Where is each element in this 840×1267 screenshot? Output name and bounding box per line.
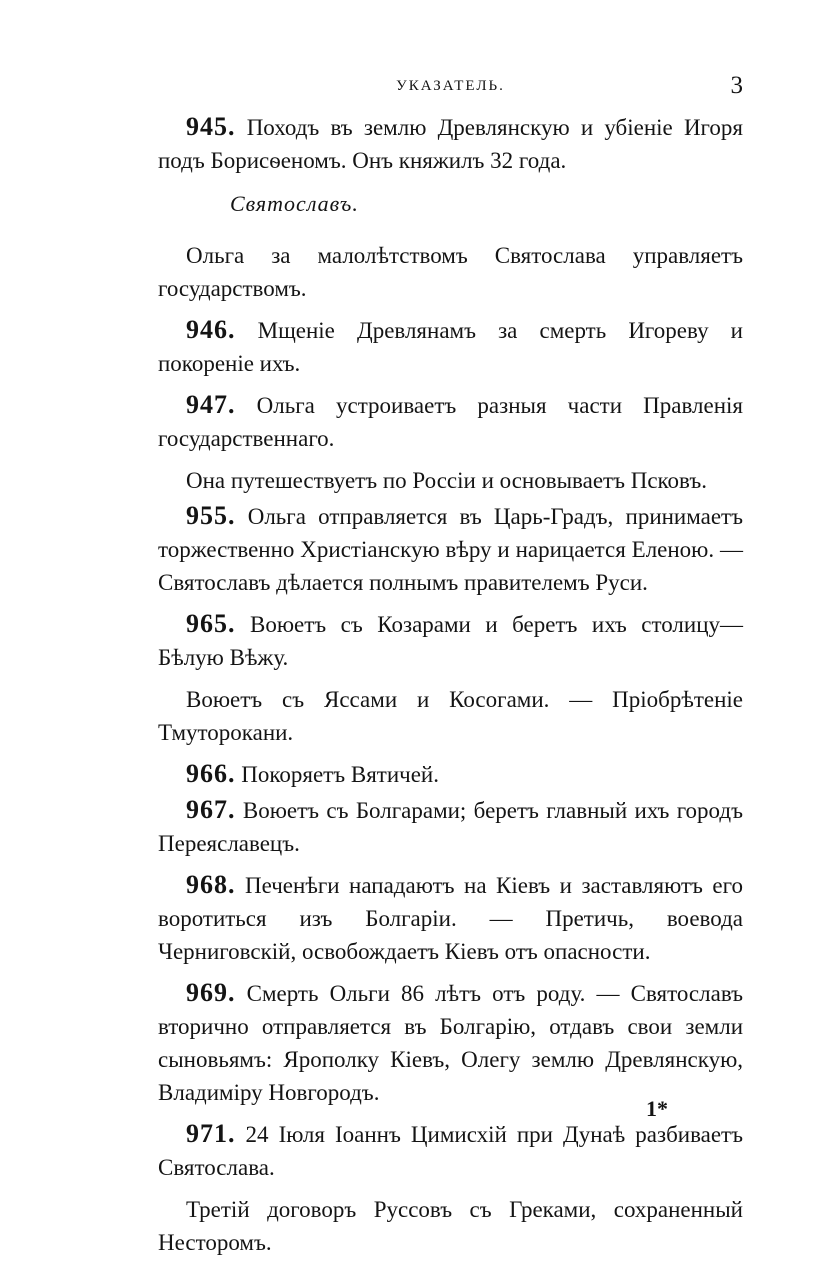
index-entry — [158, 793, 743, 860]
entry-text: Воюетъ съ Болгарами; беретъ главный ихъ городъ Переяславецъ. — [158, 798, 743, 856]
entry-text: Ольга отправляется въ Царь-Градъ, принимаетъ торжественно Христіанскую вѣру и нарицается Еленою. — Святославъ дѣлается полнымъ правителемъ Руси. — [158, 504, 743, 595]
index-body — [158, 110, 743, 1267]
section-heading: Святославъ. — [230, 191, 359, 216]
entry-text: Походъ въ землю Древлянскую и убіеніе Игоря подъ Борисѳеномъ. Онъ княжилъ 32 года. — [158, 115, 743, 173]
entry-text: Покоряетъ Вятичей. — [235, 762, 439, 787]
entry-year: 967. — [186, 795, 236, 824]
index-entry — [158, 463, 743, 497]
entry-year: 965. — [186, 609, 236, 638]
entry-text: Печенѣги нападаютъ на Кіевъ и заставляютъ его воротиться изъ Болгаріи. — Претичь, воевода Черниговскій, освобождаетъ Кіевъ отъ опасности. — [158, 873, 743, 964]
page-number: 3 — [730, 72, 743, 99]
entry-text: Ольга устроиваетъ разныя части Правленія государственнаго. — [158, 393, 743, 451]
index-entry — [158, 868, 743, 968]
index-entry — [158, 757, 743, 791]
signature-mark: 1* — [646, 1096, 668, 1121]
entry-year: 966. — [186, 759, 236, 788]
index-entry — [158, 1117, 743, 1184]
index-entry — [158, 976, 743, 1109]
entry-text: Третій договоръ Руссовъ съ Греками, сохраненный Несторомъ. — [158, 1197, 743, 1255]
entry-year: 955. — [186, 501, 236, 530]
index-entry — [158, 682, 743, 749]
index-entry — [158, 110, 743, 177]
entry-text: Воюетъ съ Яссами и Косогами. — Пріобрѣтеніе Тмуторокани. — [158, 687, 743, 745]
entry-year: 945. — [186, 112, 236, 141]
entry-year: 947. — [186, 390, 236, 419]
entry-year: 971. — [186, 1119, 236, 1148]
entry-text: Смерть Ольги 86 лѣтъ отъ роду. — Святославъ вторично отправляется въ Болгарію, отдавъ свои земли сыновьямъ: Ярополку Кіевъ, Олегу землю Древлянскую, Владиміру Новгородъ. — [158, 981, 743, 1105]
running-head: УКАЗАТЕЛЬ. — [396, 78, 505, 94]
entry-text: Мщеніе Древлянамъ за смерть Игореву и покореніе ихъ. — [158, 318, 743, 376]
index-entry — [158, 1192, 743, 1259]
entry-text: Воюетъ съ Козарами и беретъ ихъ столицу—Бѣлую Вѣжу. — [158, 612, 743, 670]
entry-year: 969. — [186, 978, 236, 1007]
index-entry — [158, 499, 743, 599]
entry-text: Она путешествуетъ по Россіи и основываетъ Псковъ. — [186, 468, 707, 493]
index-entry — [158, 607, 743, 674]
entry-text: Ольга за малолѣтствомъ Святослава управляетъ государствомъ. — [158, 243, 743, 301]
index-entry — [158, 388, 743, 455]
index-entry — [158, 313, 743, 380]
entry-year: 946. — [186, 315, 236, 344]
index-entry — [158, 238, 743, 305]
page-header — [158, 72, 743, 106]
entry-text: 24 Іюля Іоаннъ Цимисхій при Дунаѣ разбиваетъ Святослава. — [158, 1122, 743, 1180]
entry-year: 968. — [186, 870, 236, 899]
